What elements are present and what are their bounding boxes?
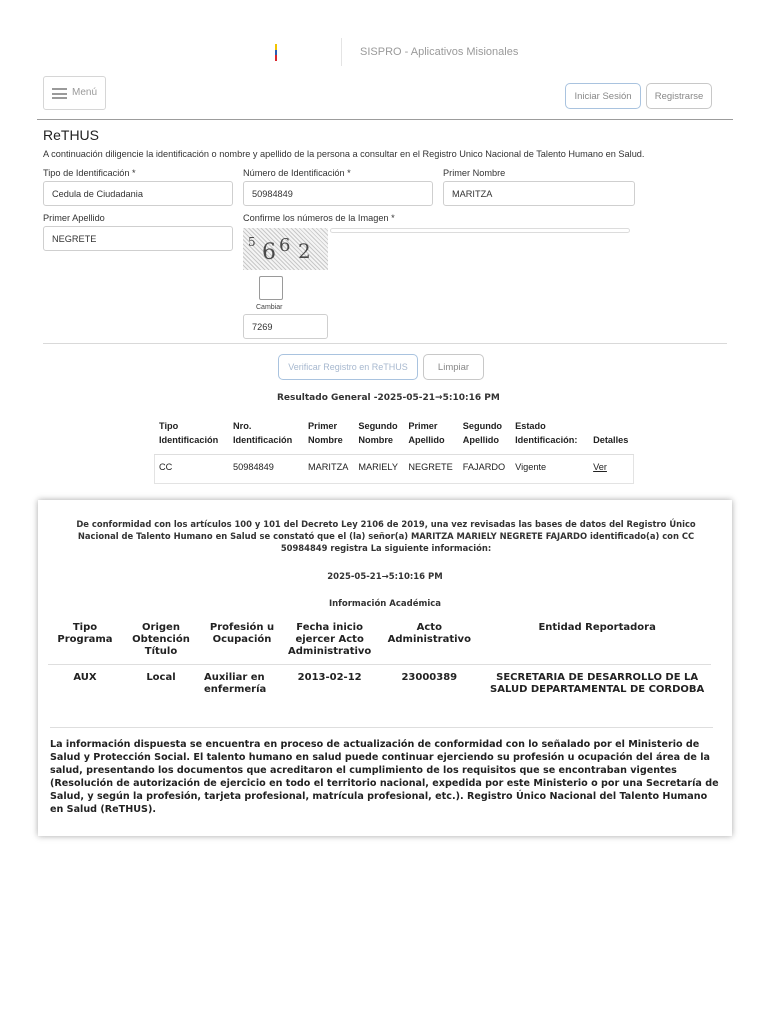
cambiar-label: Cambiar: [256, 304, 283, 311]
cell-numero: 50984849: [233, 462, 274, 472]
table-row: [48, 665, 711, 704]
primer-apellido-input[interactable]: NEGRETE: [43, 226, 233, 251]
col-header: Segundo Apellido: [458, 412, 510, 455]
header-divider: [341, 38, 342, 66]
cell-tipo-programa: AUX: [73, 672, 97, 683]
primer-nombre-input[interactable]: MARITZA: [443, 181, 635, 206]
primer-apellido-label: Primer Apellido: [43, 213, 105, 223]
col-header: Entidad Reportadora: [483, 616, 711, 665]
result-table-frame: [154, 455, 634, 484]
cell-primer-apellido: NEGRETE: [408, 462, 453, 472]
col-header: Estado Identificación:: [510, 412, 588, 455]
cell-segundo-nombre: MARIELY: [358, 462, 398, 472]
result-title: Resultado General -2025-05-21→5:10:16 PM: [277, 393, 500, 403]
col-header: Segundo Nombre: [353, 412, 403, 455]
certificate-intro: De conformidad con los artículos 100 y 101 del Decreto Ley 2106 de 2019, una vez revisadas las bases de datos del Registro Único Nacional de Talento Humano en Salud se constató que el (la) señor(a) MARITZA MARIELY NEGRETE FAJARDO identificado(a) con CC 50984849 registra La siguiente información:: [76, 519, 696, 553]
captcha-audio-bar: [330, 228, 630, 233]
numero-identificacion-label: Número de Identificación *: [243, 168, 351, 178]
captcha-input[interactable]: 7269: [243, 314, 328, 339]
col-header: Profesión u Ocupación: [200, 616, 284, 665]
cell-tipo: CC: [159, 462, 173, 472]
captcha-char: 5: [248, 235, 256, 249]
cell-estado: Vigente: [515, 462, 547, 472]
col-header: Nro. Identificación: [228, 412, 303, 455]
cell-acto: 23000389: [401, 672, 458, 683]
panel-divider: [50, 727, 713, 728]
clear-button[interactable]: Limpiar: [423, 354, 484, 380]
hamburger-icon: [52, 88, 67, 99]
disclaimer-note: La información dispuesta se encuentra en proceso de actualización de conformidad con lo señalado por el Ministerio de Salud y Protección Social. El talento humano en salud puede continuar ejerciendo su profesión u ocupación del área de la salud, presentando los documentos que acreditaron el cumplimiento de los requisitos que se encontraban vigentes (Resolución de autorización de ejercicio en todo el territorio nacional, expedida por este Ministerio o por una Secretaría de Salud, y según la profesión, tarjeta profesional, matrícula profesional, etc.). Registro Único Nacional del Talento Humano en Salud (ReTHUS).: [50, 739, 719, 815]
captcha-char: 2: [298, 239, 311, 263]
col-header: Origen Obtención Título: [122, 616, 200, 665]
col-header: Acto Administrativo: [375, 616, 483, 665]
col-header: Primer Nombre: [303, 412, 353, 455]
sispro-logo: [275, 44, 277, 61]
numero-identificacion-input[interactable]: 50984849: [243, 181, 433, 206]
page-title: ReTHUS: [43, 127, 100, 143]
header-rule: [37, 119, 733, 120]
cell-segundo-apellido: FAJARDO: [462, 462, 506, 472]
page-description: A continuación diligencie la identificación o nombre y apellido de la persona a consultar en el Registro Unico Nacional de Talento Humano en Salud.: [43, 149, 645, 159]
ver-details-link[interactable]: Ver: [593, 462, 607, 472]
certificate-date: 2025-05-21→5:10:16 PM: [327, 572, 443, 582]
academic-table: [48, 616, 711, 703]
col-header: Tipo Identificación: [154, 412, 228, 455]
cell-entidad: SECRETARIA DE DESARROLLO DE LA SALUD DEPARTAMENTAL DE CORDOBA: [490, 672, 705, 695]
cell-profesion: Auxiliar en enfermería: [204, 672, 267, 695]
primer-nombre-label: Primer Nombre: [443, 168, 506, 178]
cell-origen: Local: [146, 672, 176, 683]
section-title: Información Académica: [328, 599, 442, 609]
verify-button[interactable]: Verificar Registro en ReTHUS: [278, 354, 418, 380]
col-header: Primer Apellido: [403, 412, 457, 455]
certificate-panel: [38, 500, 732, 836]
login-button[interactable]: Iniciar Sesión: [565, 83, 641, 109]
captcha-label: Confirme los números de la Imagen *: [243, 213, 395, 223]
captcha-image: [243, 228, 328, 270]
col-header: Detalles: [588, 412, 634, 455]
form-divider: [43, 343, 727, 344]
captcha-char: 6: [262, 240, 276, 265]
col-header: Fecha inicio ejercer Acto Administrativo: [284, 616, 375, 665]
tipo-identificacion-select[interactable]: Cedula de Ciudadania: [43, 181, 233, 206]
register-button[interactable]: Registrarse: [646, 83, 712, 109]
refresh-captcha-button[interactable]: [259, 276, 283, 300]
menu-button[interactable]: [43, 76, 106, 110]
cell-primer-nombre: MARITZA: [308, 462, 349, 472]
menu-label: Menú: [72, 87, 98, 98]
col-header: Tipo Programa: [48, 616, 122, 665]
tipo-identificacion-label: Tipo de Identificación *: [43, 168, 136, 178]
cell-fecha: 2013-02-12: [297, 672, 362, 683]
site-title: SISPRO - Aplicativos Misionales: [360, 46, 519, 58]
captcha-char: 6: [279, 235, 291, 256]
